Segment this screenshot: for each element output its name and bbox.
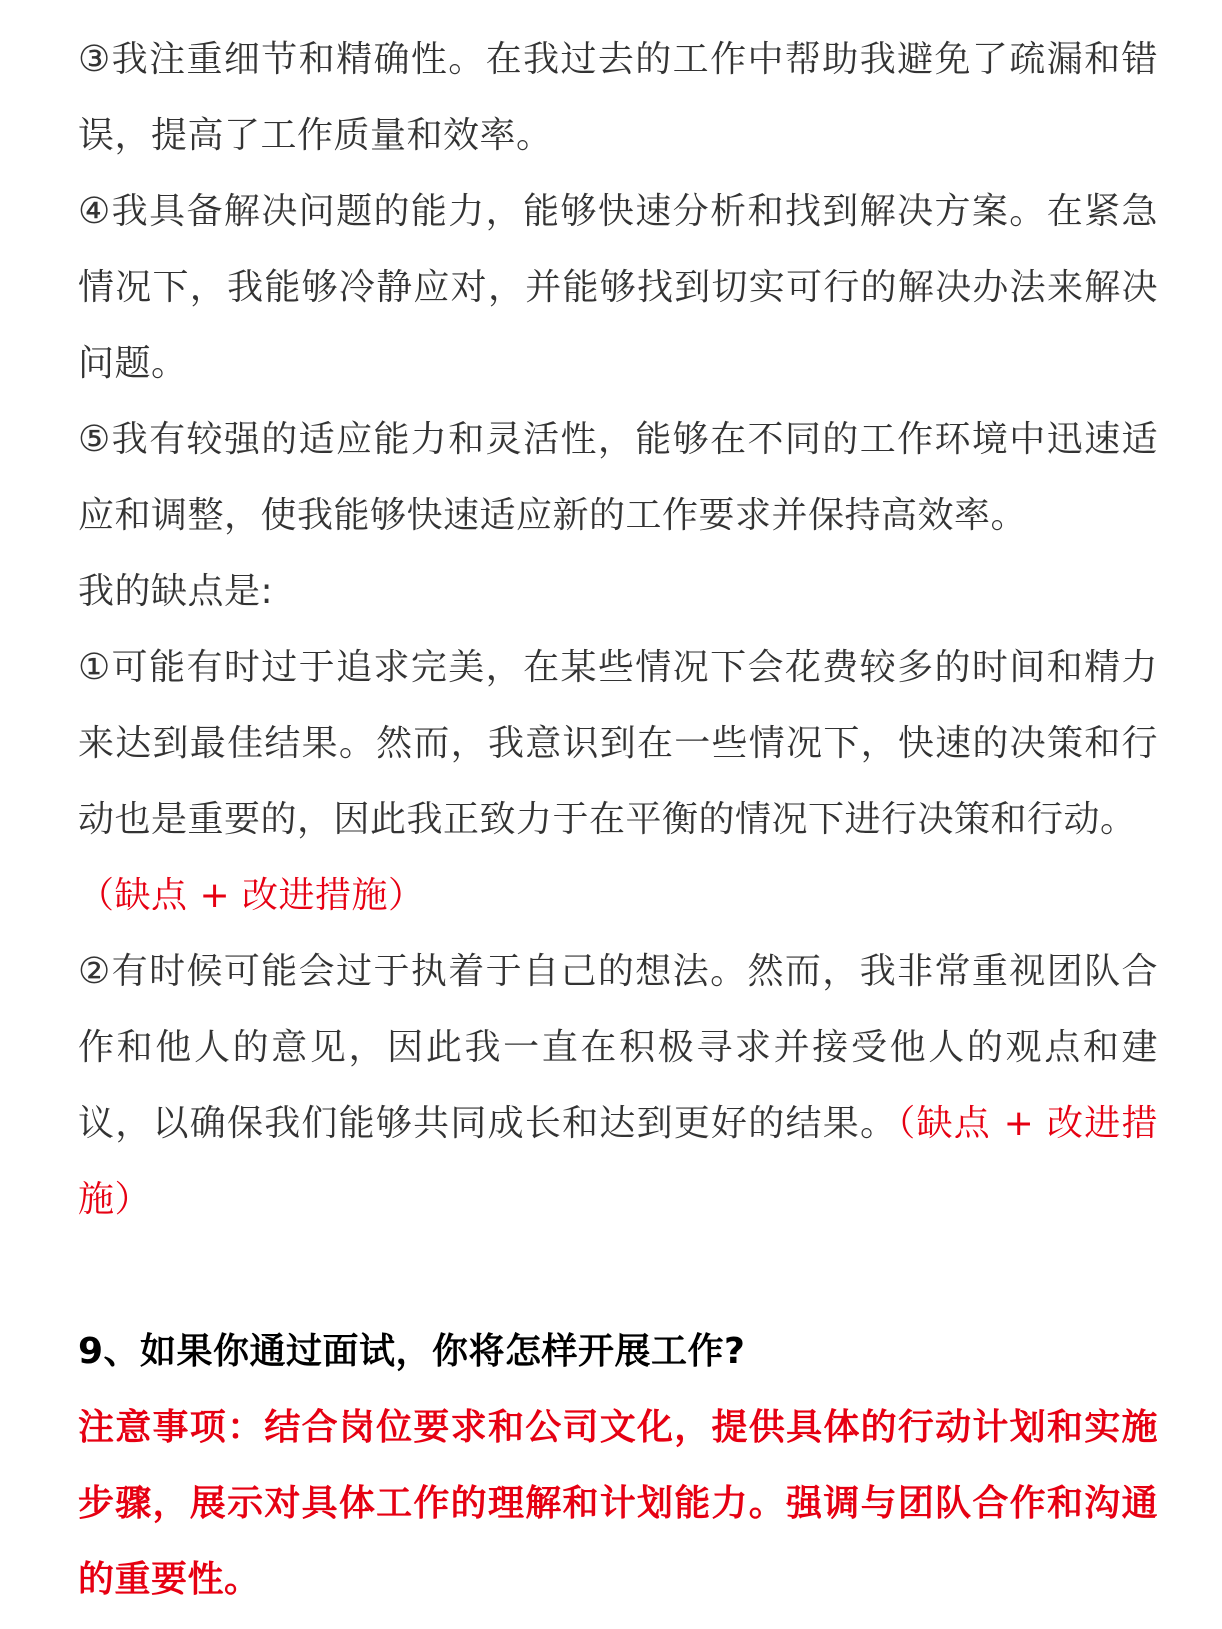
- weakness-item-1-tag: （缺点 + 改进措施）: [78, 875, 425, 916]
- weakness-item-2-tag: （缺点 + 改进措施）: [78, 1103, 1158, 1220]
- strength-item-5: ⑤我有较强的适应能力和灵活性，能够在不同的工作环境中迅速适应和调整，使我能够快速适应新的工作要求并保持高效率。: [78, 419, 1158, 536]
- section-spacer: [78, 1238, 1158, 1314]
- strength-item-4: ④我具备解决问题的能力，能够快速分析和找到解决方案。在紧急情况下，我能够冷静应对，并能够找到切实可行的解决办法来解决问题。: [78, 191, 1158, 384]
- weakness-item-2-text: ②有时候可能会过于执着于自己的想法。然而，我非常重视团队合作和他人的意见，因此我一直在积极寻求并接受他人的观点和建议，以确保我们能够共同成长和达到更好的结果。: [78, 951, 1158, 1144]
- weakness-item-1-text: ①可能有时过于追求完美，在某些情况下会花费较多的时间和精力来达到最佳结果。然而，我意识到在一些情况下，快速的决策和行动也是重要的，因此我正致力于在平衡的情况下进行决策和行动。: [78, 647, 1158, 840]
- strength-item-3: ③我注重细节和精确性。在我过去的工作中帮助我避免了疏漏和错误，提高了工作质量和效率。: [78, 39, 1158, 156]
- question-9-note: 注意事项：结合岗位要求和公司文化，提供具体的行动计划和实施步骤，展示对具体工作的理解和计划能力。强调与团队合作和沟通的重要性。: [78, 1407, 1158, 1600]
- weakness-item-1: [78, 630, 1158, 934]
- weakness-item-2: [78, 934, 1158, 1238]
- document-body: [78, 22, 1158, 1618]
- weaknesses-heading: 我的缺点是:: [78, 571, 274, 612]
- question-9-title: 9、如果你通过面试，你将怎样开展工作?: [78, 1331, 746, 1372]
